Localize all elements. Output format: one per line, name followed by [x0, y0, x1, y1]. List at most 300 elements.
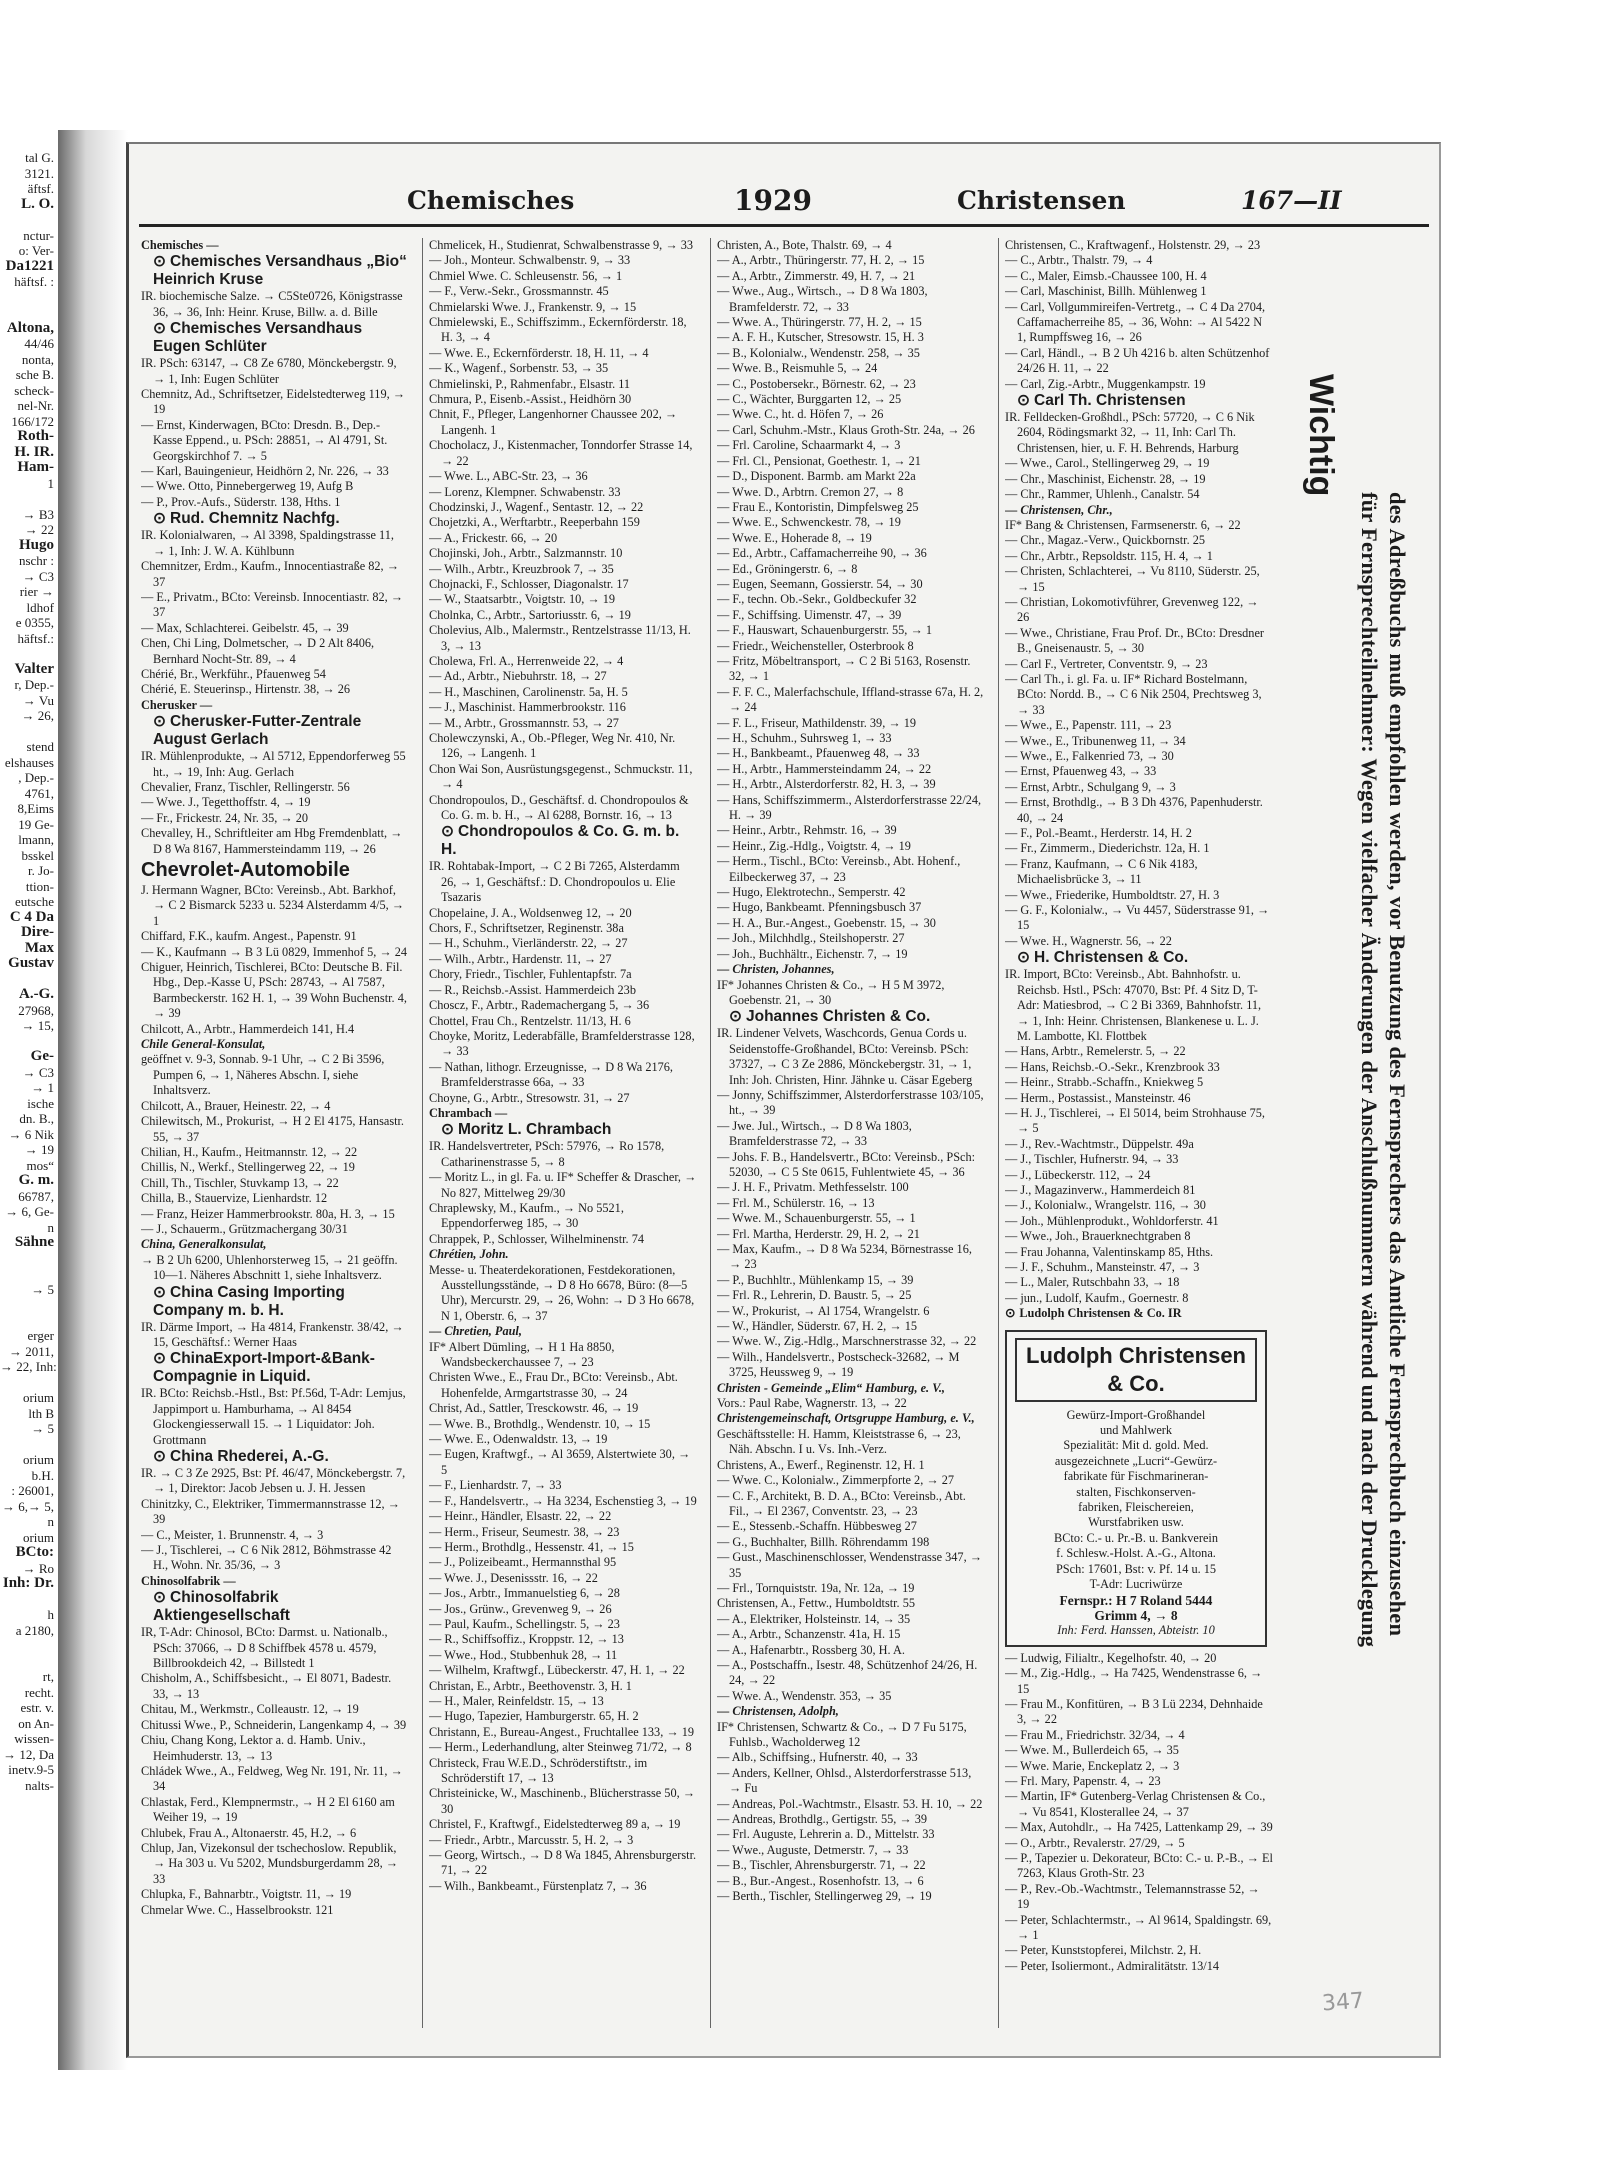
directory-entry: — O., Arbtr., Revalerstr. 27/29, → 5 [1005, 1835, 1185, 1850]
facing-page-line: r, Dep.- [14, 677, 54, 692]
directory-entry: — Heinr., Strabb.-Schaffn., Kniekweg 5 [1005, 1075, 1204, 1090]
column-3 [717, 238, 985, 2028]
directory-entry: — F., Lienhardstr. 7, → 33 [429, 1478, 562, 1493]
facing-page-line: → 26, [21, 708, 54, 723]
facing-page-line [0, 1266, 58, 1282]
advertisement-line: stalten, Fischkonserven- [1076, 1484, 1196, 1499]
directory-entry: Chérié, Br., Werkführ., Pfauenweg 54 [141, 666, 326, 681]
directory-entry: — A., Frickestr. 66, → 20 [429, 530, 558, 545]
facing-page-line: → 6, Ge- [5, 1204, 54, 1219]
facing-page-line: 1 [47, 475, 54, 491]
facing-page-line: eutsche [15, 894, 54, 909]
facing-page-line: → 5 [31, 1421, 54, 1436]
firm-heading: ⊙ Rud. Chemnitz Nachfg. [141, 510, 409, 528]
facing-page-line: → Ro [22, 1560, 54, 1576]
facing-page-line [0, 1375, 58, 1391]
facing-page-line: lth B [28, 1405, 54, 1421]
directory-entry: — M., Arbtr., Grossmannstr. 53, → 27 [429, 715, 619, 730]
directory-entry: — W., Staatsarbtr., Voigtstr. 10, → 19 [429, 592, 616, 607]
directory-entry: — Ludwig, Filialtr., Kegelhofstr. 40, → 20 [1005, 1650, 1217, 1665]
facing-page-line [0, 1297, 58, 1313]
directory-entry: Christensen, A., Fettw., Humboldtstr. 55 [717, 1596, 916, 1611]
advertisement-line: fabrikate für Fischmarineran- [1063, 1469, 1209, 1484]
firm-heading: ⊙ Chinosolfabrik Aktiengesellschaft [141, 1589, 409, 1625]
notice-title: Wichtig [1302, 374, 1340, 497]
directory-entry: Chlupka, F., Bahnarbtr., Voigtstr. 11, → 19 [141, 1887, 352, 1902]
directory-entry: — Eugen, Kraftwgf., → Al 3659, Alstertwiete 30, → 5 [429, 1447, 691, 1477]
directory-entry: IF* Johannes Christen & Co., → H 5 M 3972, Goebenstr. 21, → 30 [717, 977, 945, 1007]
directory-entry: Christen Wwe., E., Frau Dr., BCto: Vereinsb., Abt. Hohenfelde, Armgartstrasse 30, → 24 [429, 1370, 678, 1400]
facing-page-line [0, 972, 58, 988]
directory-entry: — Friedr., Arbtr., Marcusstr. 5, H. 2, → 3 [429, 1832, 634, 1847]
firm-heading: Chevrolet-Automobile [141, 859, 350, 881]
directory-entry: — A., Arbtr., Thüringerstr. 77, H. 2, → 15 [717, 253, 925, 268]
directory-entry: IR. Lindener Velvets, Waschcords, Genua Cords u. Seidenstoffe-Großhandel, BCto: Vereinsb. PSch: 37327, → C 3 Ze 2886, Mönckebergstr. 31, → 1, Inh: Joh. Christen, Hinr. Jähnke u. Cäsar Egeberg [717, 1026, 973, 1087]
directory-entry: — Wilh., Bankbeamt., Fürstenplatz 7, → 36 [429, 1878, 647, 1893]
firm-heading: — Christen, Johannes, [717, 962, 835, 977]
column-4 [1005, 238, 1273, 2028]
directory-entry: IR. Handelsvertreter, PSch: 57976, → Ro 1578, Catharinenstrasse 5, → 8 [429, 1139, 665, 1169]
directory-entry: — Jos., Grünw., Grevenweg 9, → 26 [429, 1601, 612, 1616]
directory-entry: Chill, Th., Tischler, Stuvkamp 13, → 22 [141, 1175, 339, 1190]
directory-entry: — Wwe. E., Schwenckestr. 78, → 19 [717, 515, 901, 530]
directory-entry: Chocholacz, J., Kistenmacher, Tonndorfer Strasse 14, → 22 [429, 438, 693, 468]
directory-entry: — J., Tischlerei, → C 6 Nik 2812, Böhmstrasse 42 H., Wohn. Nr. 35/36, → 3 [141, 1543, 392, 1573]
directory-entry: — E., Stessenb.-Schaffn. Hübbesweg 27 [717, 1519, 917, 1534]
directory-entry: — Frl., Tornquiststr. 19a, Nr. 12a, → 19 [717, 1580, 915, 1595]
directory-entry: Chondropoulos, D., Geschäftsf. d. Chondropoulos & Co. G. m. b. H., → Al 6288, Bornstr. 16, → 13 [429, 792, 689, 823]
directory-entry: — Wwe., Joh., Brauerknechtgraben 8 [1005, 1229, 1191, 1244]
facing-page-line: 44/46 [24, 336, 54, 351]
directory-entry: — A., Arbtr., Zimmerstr. 49, H. 7, → 21 [717, 268, 916, 283]
facing-page-line: L. O. [21, 195, 54, 212]
directory-entry: Chen, Chi Ling, Dolmetscher, → D 2 Alt 8406, Bernhard Nocht-Str. 89, → 4 [141, 636, 375, 666]
directory-entry: Chemnitz, Ad., Schriftsetzer, Eidelstedterweg 119, → 19 [141, 387, 406, 417]
directory-entry: Cholewczynski, A., Ob.-Pfleger, Weg Nr. 410, Nr. 126, → Langenh. 1 [429, 731, 676, 761]
firm-heading: ⊙ Chemisches Versandhaus „Bio“ Heinrich Kruse [141, 253, 409, 289]
directory-entry: Cherusker — [141, 697, 213, 712]
directory-entry: Chmielarski Wwe. J., Frankenstr. 9, → 15 [429, 299, 637, 314]
facing-page-line: → C3 [22, 1064, 54, 1080]
directory-entry: — Fr., Frickestr. 24, Nr. 35, → 20 [141, 810, 309, 825]
directory-entry: — B., Tischler, Ahrensburgerstr. 71, → 22 [717, 1858, 926, 1873]
directory-entry: — H., Schuhm., Suhrsweg 1, → 33 [717, 731, 892, 745]
directory-entry: — J. F., Schuhm., Mansteinstr. 47, → 3 [1005, 1260, 1200, 1274]
directory-entry: — A. F. H., Kutscher, Stresowstr. 15, H. 3 [717, 330, 924, 345]
directory-entry: — Peter, Isoliermont., Admiralitätstr. 13/14 [1005, 1958, 1219, 1973]
facing-page-line: → 6 Nik [8, 1126, 54, 1142]
facing-page-line: nonta, [21, 351, 54, 367]
directory-entry: IR. BCto: Reichsb.-Hstl., Bst: Pf.56d, T-Adr: Lemjus, Jappimport u. Hamburhama, → Al 8454 Glockengiesserwall 15. → 1 Liquidator: Joh. Grottmann [141, 1386, 406, 1447]
firm-heading: Christen - Gemeinde „Elim“ Hamburg, e. V., [717, 1380, 945, 1395]
facing-page-line: rt, [42, 1669, 54, 1684]
notice-line-1: für Fernsprechteilnehmer: Wegen vielfacher Änderungen der Anschlußnummern während und nach der Drucklegung [1357, 492, 1382, 1648]
directory-entry: — Frl. Cl., Pensionat, Goethestr. 1, → 21 [717, 453, 921, 468]
directory-entry: — H. A., Bur.-Angest., Goebenstr. 15, → 30 [717, 915, 936, 930]
directory-entry: Messe- u. Theaterdekorationen, Festdekorationen, Ausstellungsstände, → D 8 Ho 6678, Büro: (8—5 Uhr), Mercurstr. 29, → 26, Wohn: → D 3 Ho 6678, N 1, Oberstr. 6, → 37 [429, 1262, 695, 1323]
directory-entry: — F., Schiffsing. Uimenstr. 47, → 39 [717, 607, 902, 622]
advertisement-box [1005, 1330, 1267, 1647]
directory-entry: — Carl, Vollgummireifen-Vertretg., → C 4 Da 2704, Caffamacherreihe 85, → 36, Wohn: → Al 5422 N 1, Rumpffsweg 16, → 26 [1005, 299, 1266, 345]
directory-entry: — Paul, Kaufm., Schellingstr. 5, → 23 [429, 1616, 620, 1631]
facing-page-line: h [47, 1607, 54, 1622]
directory-entry: — D., Disponent. Barmb. am Markt 22a [717, 469, 916, 484]
directory-entry: — Herm., Brothdlg., Hessenstr. 41, → 15 [429, 1539, 634, 1554]
directory-entry: Chmielewski, E., Schiffszimm., Eckernförderstr. 18, H. 3, → 4 [429, 315, 687, 345]
directory-entry: Chmiel Wwe. C. Schleusenstr. 56, → 1 [429, 268, 623, 283]
directory-entry: — Chr., Arbtr., Repsoldstr. 115, H. 4, → 1 [1005, 548, 1213, 563]
directory-entry: Chevalley, H., Schriftleiter am Hbg Fremdenblatt, → D 8 Wa 8167, Hammersteindamm 119, → 26 [141, 826, 403, 856]
facing-page-line: 4761, [24, 785, 54, 801]
firm-heading: China, Generalkonsulat, [141, 1237, 267, 1252]
directory-entry: — Wwe. Marie, Enckeplatz 2, → 3 [1005, 1758, 1180, 1773]
directory-entry: — C., Meister, 1. Brunnenstr. 4, → 3 [141, 1527, 324, 1542]
directory-entry: — Wwe. D., Arbtrn. Cremon 27, → 8 [717, 484, 904, 499]
directory-entry: — Wwe. C., Kolonialw., Zimmerpforte 2, → 27 [717, 1473, 955, 1488]
advertisement-line: Spezialität: Mit d. gold. Med. [1063, 1438, 1209, 1453]
directory-entry: — Frau E., Kontoristin, Dimpfelsweg 25 [717, 499, 919, 514]
directory-entry: — Peter, Kunststopferei, Milchstr. 2, H. [1005, 1943, 1202, 1958]
facing-page-line [0, 646, 58, 662]
directory-entry: — Heinr., Zig.-Hdlg., Voigtstr. 4, → 19 [717, 838, 911, 853]
directory-entry: — E., Privatm., BCto: Vereinsb. Innocentiastr. 82, → 37 [141, 589, 404, 620]
directory-entry: — Wwe. M., Bullerdeich 65, → 35 [1005, 1743, 1179, 1758]
facing-page-line: ttion- [25, 878, 54, 894]
directory-entry: Chnit, F., Pfleger, Langenhorner Chaussee 202, → Langenh. 1 [429, 407, 678, 437]
directory-entry: — Ernst, Brothdlg., → B 3 Dh 4376, Papenhuderstr. 40, → 24 [1005, 795, 1263, 825]
directory-entry: — Ed., Gröningerstr. 6, → 8 [717, 561, 858, 576]
directory-entry: — Heinr., Händler, Elsastr. 22, → 22 [429, 1509, 612, 1524]
directory-entry: — H., Maler, Reinfeldstr. 15, → 13 [429, 1693, 604, 1708]
book-gutter [58, 130, 128, 2070]
directory-entry: → B 2 Uh 6200, Uhlenhorsterweg 15, → 21 geöffn. 10—1. Näheres Abschnitt 1, siehe Inhaltsverz. [141, 1252, 398, 1283]
directory-entry: — Wwe., Auguste, Detmerstr. 7, → 33 [717, 1842, 909, 1857]
directory-entry: — Eugen, Seemann, Gossierstr. 54, → 30 [717, 576, 923, 591]
directory-entry: — Wwe. B., Brothdlg., Wendenstr. 10, → 15 [429, 1416, 651, 1431]
directory-entry: IR, T-Adr: Chinosol, BCto: Darmst. u. Nationalb., PSch: 37066, → D 8 Schiffbek 4578 u. 4579, Billbrookdeich 42, → Billstedt 1 [141, 1625, 388, 1671]
facing-page-line: Sähne [14, 1234, 54, 1250]
facing-page-line: dn. B., [19, 1111, 54, 1126]
directory-entry: — Frl. Mary, Papenstr. 4, → 23 [1005, 1773, 1161, 1788]
advertisement-line: Grimm 4, → 8 [1094, 1607, 1178, 1623]
header-left-keyword: Chemisches [407, 186, 575, 215]
facing-page-line: Gustav [8, 955, 54, 971]
directory-entry: — Hans, Reichsb.-O.-Sekr., Krenzbrook 33 [1005, 1059, 1220, 1074]
directory-entry: — A., Hafenarbtr., Rossberg 30, H. A. [717, 1642, 905, 1657]
pencil-page-mark: 347 [1321, 1988, 1365, 2017]
directory-entry: Choyne, G., Arbtr., Stresowstr. 31, → 27 [429, 1090, 630, 1105]
directory-entry: — Carl, Maschinist, Billh. Mühlenweg 1 [1005, 284, 1207, 299]
running-header [129, 186, 1389, 220]
facing-page-line: Altona, [6, 319, 54, 336]
directory-entry: Christens, A., Ewerf., Reginenstr. 12, H. 1 [717, 1457, 925, 1472]
advertisement-line: Wurstfabriken usw. [1088, 1515, 1184, 1530]
directory-entry: — Ad., Arbtr., Niebuhrstr. 18, → 27 [429, 669, 607, 684]
facing-page-line: , Dep.- [18, 770, 54, 785]
facing-page-line [0, 1638, 58, 1654]
directory-entry: — Berth., Tischler, Stellingerweg 29, → 19 [717, 1889, 932, 1904]
directory-entry: — Wwe. L., ABC-Str. 23, → 36 [429, 469, 588, 484]
directory-entry: — Jwe. Jul., Wirtsch., → D 8 Wa 1803, Bramfelderstrasse 72, → 33 [717, 1118, 912, 1149]
directory-entry: — P., Rev.-Ob.-Wachtmstr., Telemannstrasse 52, → 19 [1005, 1881, 1260, 1912]
directory-entry: — C., Arbtr., Thalstr. 79, → 4 [1005, 253, 1153, 268]
directory-entry: Chitau, M., Werkmstr., Colleaustr. 12, → 19 [141, 1702, 359, 1717]
facing-page-line: BCto: [15, 1544, 54, 1560]
header-right-keyword: Christensen [957, 186, 1126, 215]
directory-entry: Chemisches — [141, 238, 219, 252]
directory-entry: IF* Christensen, Schwartz & Co., → D 7 Fu 5175, Fuhlsb., Wacholderweg 12 [717, 1719, 967, 1749]
facing-page-line: sche B. [15, 367, 54, 382]
directory-entry: IR. Felldecken-Großhdl., PSch: 57720, → C 6 Nik 2604, Rödingsmarkt 32, → 11, Inh: Carl Th. Christensen, hier, u. F. H. Behrends, Harburg [1005, 410, 1255, 455]
directory-entry: — Herm., Lederhandlung, alter Steinweg 71/72, → 8 [429, 1740, 692, 1755]
directory-entry: IF* Bang & Christensen, Farmsenerstr. 6, → 22 [1005, 517, 1241, 532]
facing-page-line: orium [22, 1390, 54, 1405]
directory-entry: IF* Albert Dümling, → H 1 Ha 8850, Wandsbeckerchaussee 7, → 23 [429, 1339, 615, 1370]
directory-entry: — jun., Ludolf, Kaufm., Goernestr. 8 [1005, 1290, 1189, 1305]
directory-entry: — Wwe., E., Tribunenweg 11, → 34 [1005, 733, 1186, 748]
directory-entry: Chilla, B., Stauervize, Lienhardstr. 12 [141, 1191, 328, 1206]
column-2 [429, 238, 697, 2028]
directory-entry: — Christen, Schlachterei, → Vu 8110, Süderstr. 25, → 15 [1005, 564, 1260, 594]
facing-page-line: → 19 [24, 1142, 54, 1157]
directory-entry: — Joh., Monteur. Schwalbenstr. 9, → 33 [429, 253, 631, 268]
directory-entry: — Ernst, Pfauenweg 43, → 33 [1005, 764, 1157, 779]
directory-entry: — A., Arbtr., Schanzenstr. 41a, H. 15 [717, 1627, 901, 1642]
directory-entry: Chevalier, Franz, Tischler, Rellingerstr. 56 [141, 779, 350, 794]
column-divider [422, 238, 423, 2028]
directory-entry: — Carl, Händl., → B 2 Uh 4216 b. alten Schützenhof 24/26 H. 11, → 22 [1005, 345, 1270, 376]
directory-entry: — J., Tischler, Hufnerstr. 94, → 33 [1005, 1152, 1179, 1167]
directory-entry: — Jos., Arbtr., Immanuelstieg 6, → 28 [429, 1586, 620, 1601]
directory-entry: — Christian, Lokomotivführer, Grevenweg 122, → 26 [1005, 594, 1259, 625]
facing-page-line [0, 1592, 58, 1608]
directory-entry: — Heinr., Arbtr., Rehmstr. 16, → 39 [717, 823, 897, 838]
directory-entry: Christensen, C., Kraftwagenf., Holstenstr. 29, → 23 [1005, 238, 1261, 252]
directory-entry: — Frl. Martha, Herderstr. 29, H. 2, → 21 [717, 1226, 920, 1241]
directory-entry: — Wwe., Carol., Stellingerweg 29, → 19 [1005, 456, 1210, 471]
directory-entry: Chilian, H., Kaufm., Heitmannstr. 12, → 22 [141, 1144, 358, 1159]
facing-page-line: inetv.9-5 [8, 1762, 54, 1777]
directory-entry: — Hugo, Elektrotechn., Semperstr. 42 [717, 885, 906, 900]
facing-page-edge [0, 150, 61, 2050]
directory-entry: — G. F., Kolonialw., → Vu 4457, Süderstrasse 91, → 15 [1005, 903, 1270, 933]
directory-entry: IR. Mühlenprodukte, → Al 5712, Eppendorferweg 55 ht., → 19, Inh: Aug. Gerlach [141, 749, 406, 779]
facing-page-line [0, 724, 58, 740]
directory-entry: Chilewitsch, M., Prokurist, → H 2 El 4175, Hansastr. 55, → 37 [141, 1114, 405, 1144]
directory-entry: Christann, E., Bureau-Angest., Fruchtallee 133, → 19 [429, 1724, 695, 1739]
facing-page-line [0, 1251, 58, 1267]
directory-entry: — Friedr., Weichensteller, Osterbrook 8 [717, 638, 914, 653]
directory-entry: — W., Händler, Süderstr. 67, H. 2, → 15 [717, 1319, 918, 1334]
directory-entry: — W., Prokurist, → Al 1754, Wrangelstr. 6 [717, 1303, 930, 1318]
firm-heading: ⊙ Cherusker-Futter-Zentrale August Gerlach [141, 713, 409, 749]
directory-entry: IR. biochemische Salze. → C5Ste0726, Königstrasse 36, → 36, Inh: Heinr. Kruse, Billw. a. d. Bille [141, 289, 403, 319]
directory-entry: — P., Tapezier u. Dekorateur, BCto: C.- u. P.-B., → El 7263, Klaus Groth-Str. 23 [1005, 1851, 1273, 1881]
advertisement-line: Gewürz-Import-Großhandel [1066, 1407, 1206, 1422]
facing-page-line: nalts- [25, 1777, 54, 1793]
facing-page-line: → 1 [31, 1080, 54, 1095]
directory-entry: — F. L., Friseur, Mathildenstr. 39, → 19 [717, 715, 917, 730]
facing-page-line: e 0355, [15, 615, 54, 630]
directory-entry: Chinosolfabrik — [141, 1573, 236, 1588]
directory-entry: — J., Maschinist. Hammerbrookstr. 116 [429, 700, 626, 715]
firm-heading: — Chretien, Paul, [429, 1324, 522, 1339]
directory-entry: Chilcott, A., Arbtr., Hammerdeich 141, H.4 [141, 1021, 355, 1036]
directory-entry: Chojetzki, A., Werftarbtr., Reeperbahn 159 [429, 515, 640, 530]
facing-page-line: Ham- [17, 459, 54, 475]
directory-entry: — Wwe., Aug., Wirtsch., → D 8 Wa 1803, Bramfelderstr. 72, → 33 [717, 284, 928, 314]
directory-entry: — Wwe. E., Eckernförderstr. 18, H. 11, → 4 [429, 345, 649, 360]
facing-page-line: → 15, [21, 1018, 54, 1033]
directory-entry: Christeck, Frau W.E.D., Schröderstiftstr., im Schröderstift 17, → 13 [429, 1755, 648, 1785]
directory-entry: Chilcott, A., Brauer, Heinestr. 22, → 4 [141, 1098, 331, 1113]
directory-entry: — Frl. R., Lehrerin, D. Baustr. 5, → 25 [717, 1288, 912, 1303]
notice-line-2: des Adreßbuchs muß empfohlen werden, vor Benutzung des Fernsprechers das Amtliche Fernsprechbuch einzusehen [1385, 492, 1410, 1637]
directory-entry: — Anders, Kellner, Ohlsd., Alsterdorferstrasse 513, → Fu [717, 1765, 972, 1796]
directory-entry: — Wwe., Christiane, Frau Prof. Dr., BCto: Dresdner B., Gneisenaustr. 5, → 30 [1005, 625, 1264, 656]
facing-page-line [0, 305, 58, 321]
directory-entry: — Wwe. J., Tegetthoffstr. 4, → 19 [141, 795, 311, 810]
directory-entry: — Carl, Zig.-Arbtr., Muggenkampstr. 19 [1005, 376, 1206, 391]
facing-page-line: wissen- [14, 1731, 54, 1746]
directory-entry: — Wwe. H., Wagnerstr. 56, → 22 [1005, 933, 1172, 948]
directory-entry: — Wilh., Arbtr., Kreuzbrook 7, → 35 [429, 561, 614, 576]
directory-entry: Chojnacki, F., Schlosser, Diagonalstr. 17 [429, 576, 629, 591]
facing-page-line: recht. [24, 1684, 54, 1700]
directory-entry: Chojinski, Joh., Arbtr., Salzmannstr. 10 [429, 546, 623, 561]
directory-entry: — M., Zig.-Hdlg., → Ha 7425, Wendenstrasse 6, → 15 [1005, 1666, 1263, 1696]
directory-entry: — Wwe., Friederike, Humboldtstr. 27, H. 3 [1005, 887, 1220, 902]
firm-heading: — Christensen, Chr., [1005, 502, 1113, 517]
directory-entry: — Joh., Buchhältr., Eichenstr. 7, → 19 [717, 946, 908, 961]
facing-page-line: stend [26, 739, 54, 754]
directory-entry: — K., Kaufmann → B 3 Lü 0829, Immenhof 5, → 24 [141, 944, 408, 959]
directory-entry: — Fr., Zimmerm., Diederichstr. 12a, H. 1 [1005, 841, 1210, 856]
directory-entry: — J., Magazinverw., Hammerdeich 81 [1005, 1182, 1196, 1197]
facing-page-line: → Vu [22, 692, 54, 708]
facing-page-line [0, 212, 58, 228]
facing-page-line: C 4 Da [9, 908, 54, 925]
directory-entry: Chlubek, Frau A., Altonaerstr. 45, H.2, → 6 [141, 1825, 357, 1840]
directory-entry: — H., Arbtr., Hammersteindamm 24, → 22 [717, 761, 932, 776]
directory-entry: — Wwe. E., Hoherade 8, → 19 [717, 530, 872, 545]
column-divider [710, 238, 711, 2028]
directory-entry: Chmielinski, P., Rahmenfabr., Elsastr. 11 [429, 376, 631, 391]
directory-entry: — Frau M., Friedrichstr. 32/34, → 4 [1005, 1727, 1185, 1742]
directory-entry: — Alb., Schiffsing., Hufnerstr. 40, → 33 [717, 1750, 918, 1765]
directory-entry: — Wilh., Handelsvertr., Postscheck-32682, → M 3725, Heussweg 9, → 19 [717, 1349, 960, 1380]
header-rule [139, 224, 1429, 227]
firm-heading: ⊙ H. Christensen & Co. [1005, 949, 1273, 967]
directory-entry: — Wwe. A., Thüringerstr. 77, H. 2, → 15 [717, 315, 922, 330]
directory-entry: Christeinicke, W., Maschinenb., Blücherstrasse 50, → 30 [429, 1786, 696, 1816]
directory-entry: — F., Hauswart, Schauenburgerstr. 55, → 1 [717, 623, 932, 638]
directory-entry: — A., Elektriker, Holsteinstr. 14, → 35 [717, 1611, 911, 1626]
directory-entry: Chiguer, Heinrich, Tischlerei, BCto: Deutsche B. Fil. Hbg., Dep.-Kasse U, PSch: 28743, → Al 7587, Barmbeckerstr. 162 H. 1, → 39 Wohn Buchenstr. 4, → 39 [141, 960, 407, 1021]
directory-entry: — J., Polizeibeamt., Hermannsthal 95 [429, 1555, 617, 1570]
directory-entry: Chon Wai Son, Ausrüstungsgegenst., Schmuckstr. 11, → 4 [429, 761, 693, 792]
directory-entry: — Karl, Bauingenieur, Heidhörn 2, Nr. 226, → 33 [141, 464, 389, 479]
facing-page-line [0, 1654, 58, 1670]
directory-entry: — Chr., Magaz.-Verw., Quickbornstr. 25 [1005, 533, 1206, 548]
directory-entry: — Carl Th., i. gl. Fa. u. IF* Richard Bostelmann, BCto: Nordd. B., → C 6 Nik 2504, Prechtsweg 3, → 33 [1005, 671, 1262, 717]
advertisement-line: PSch: 17601, Bst: v. Pf. 14 u. 15 [1055, 1561, 1217, 1576]
directory-entry: — Nathan, lithogr. Erzeugnisse, → D 8 Wa 2176, Bramfelderstrasse 66a, → 33 [429, 1059, 673, 1090]
directory-entry: IR. Därme Import, → Ha 4814, Frankenstr. 38/42, → 15, Geschäftsf.: Werner Haas [141, 1319, 404, 1349]
facing-page-line: orium [22, 1452, 54, 1467]
directory-entry: IR. Kolonialwaren, → Al 3398, Spaldingstrasse 11, → 1, Inh: J. W. A. Kühlbunn [141, 528, 394, 558]
facing-page-line: Max [24, 939, 54, 956]
directory-entry: — Joh., Milchhdlg., Steilshoperstr. 27 [717, 931, 905, 946]
directory-entry: geöffnet v. 9-3, Sonnab. 9-1 Uhr, → C 2 Bi 3596, Pumpen 6, → 1, Näheres Abschn. I, siehe Inhaltsverz. [141, 1052, 385, 1098]
facing-page-line: rier → [19, 584, 54, 599]
directory-entry: — Ernst, Kinderwagen, BCto: Dresdn. B., Dep.-Kasse Eppend., u. PSch: 28851, → Al 4791, St. Georgskirchhof 7. → 5 [141, 417, 388, 463]
facing-page-line: Dire- [20, 924, 54, 940]
directory-entry: — Frl. Caroline, Schaarmarkt 4, → 3 [717, 438, 901, 453]
facing-page-line: nctur- [23, 227, 54, 243]
facing-page-line: estr. v. [20, 1700, 54, 1715]
directory-entry: — Max, Schlachterei. Geibelstr. 45, → 39 [141, 620, 349, 635]
facing-page-line: G. m. [18, 1172, 54, 1188]
firm-heading: ⊙ China Casing Importing Company m. b. H. [141, 1284, 409, 1320]
directory-entry: Cholevius, Alb., Malermstr., Rentzelstrasse 11/13, H. 3, → 13 [429, 623, 691, 653]
facing-page-line: 27968, [18, 1002, 54, 1018]
directory-entry: — Martin, IF* Gutenberg-Verlag Christensen & Co., → Vu 8541, Klosterallee 24, → 37 [1005, 1789, 1266, 1819]
directory-entry: — L., Maler, Rutschbahn 33, → 18 [1005, 1275, 1180, 1290]
firm-heading: ⊙ Carl Th. Christensen [1005, 392, 1273, 410]
column-1 [141, 238, 409, 2028]
facing-page-line: äftsf. [27, 181, 54, 196]
facing-page-line: tal G. [25, 150, 54, 165]
directory-entry: — F., Handelsvertr., → Ha 3234, Eschenstieg 3, → 19 [429, 1493, 697, 1508]
directory-entry: — Herm., Tischl., BCto: Vereinsb., Abt. Hohenf., Eilbeckerweg 37, → 23 [717, 854, 961, 884]
directory-entry: Chory, Friedr., Tischler, Fuhlentapfstr. 7a [429, 967, 632, 982]
facing-page-line: → B3 [22, 506, 54, 522]
directory-entry: — Ed., Arbtr., Caffamacherreihe 90, → 36 [717, 546, 927, 561]
directory-entry: Choyke, Moritz, Lederabfälle, Bramfelderstrasse 128, → 33 [429, 1028, 695, 1059]
directory-entry: Vors.: Paul Rabe, Wagnerstr. 13, → 22 [717, 1396, 907, 1411]
directory-entry: Chillis, N., Werkf., Stellingerweg 22, → 19 [141, 1160, 355, 1175]
advertisement-line: und Mahlwerk [1099, 1423, 1173, 1438]
directory-entry: — Hugo, Bankbeamt. Pfenningsbusch 37 [717, 900, 922, 915]
directory-entry: — Andreas, Brothdlg., Gertigstr. 55, → 39 [717, 1812, 928, 1827]
facing-page-line [0, 491, 58, 507]
facing-page-line: → 22 [24, 522, 54, 537]
directory-entry: — F., Verw.-Sekr., Grossmannstr. 45 [429, 284, 609, 299]
firm-heading: Christengemeinschaft, Ortsgruppe Hamburg, e. V., [717, 1411, 975, 1426]
directory-entry: Christel, F., Kraftwgf., Eidelstedterweg 89 a, → 19 [429, 1817, 681, 1832]
directory-entry: Chmelicek, H., Studienrat, Schwalbenstrasse 9, → 33 [429, 238, 693, 252]
directory-entry: — Fritz, Möbeltransport, → C 2 Bi 5163, Rosenstr. 32, → 1 [717, 653, 971, 684]
advertisement-line: f. Schlesw.-Holst. A.-G., Altona. [1056, 1546, 1216, 1561]
directory-entry: — J., Schauerm., Grützmachergang 30/31 [141, 1221, 348, 1236]
facing-page-line: Ge- [30, 1048, 54, 1064]
directory-entry: Chitussi Wwe., P., Schneiderin, Langenkamp 4, → 39 [141, 1717, 407, 1732]
directory-entry: Chmelar Wwe. C., Hasselbrookstr. 121 [141, 1902, 334, 1917]
directory-entry: Christ, Ad., Sattler, Tresckowstr. 46, → 19 [429, 1401, 639, 1416]
directory-entry: — Chr., Rammer, Uhlenh., Canalstr. 54 [1005, 487, 1200, 502]
directory-entry: — Andreas, Pol.-Wachtmstr., Elsastr. 53. H. 10, → 22 [717, 1796, 983, 1811]
directory-entry: — G., Buchhalter, Billh. Röhrendamm 198 [717, 1534, 930, 1549]
directory-entry: — H., Schuhm., Vierländerstr. 22, → 27 [429, 936, 628, 951]
directory-entry: — Carl F., Vertreter, Conventstr. 9, → 23 [1005, 656, 1208, 671]
facing-page-line [0, 1313, 58, 1329]
facing-page-line: ische [27, 1095, 54, 1111]
directory-entry: — H. J., Tischlerei, → El 5014, beim Strohhause 75, → 5 [1005, 1105, 1265, 1136]
directory-entry: — Johs. F. B., Handelsvertr., BCto: Vereinsb., PSch: 52030, → C 5 Ste 0615, Fuhlentwiete 45, → 36 [717, 1149, 976, 1179]
directory-entry: IR. Rohtabak-Import, → C 2 Bi 7265, Alsterdamm 26, → 1, Geschäftsf.: D. Chondropoulos u. Elie Tsazaris [429, 859, 680, 905]
directory-entry: Christan, E., Arbtr., Beethovenstr. 3, H. 1 [429, 1678, 632, 1693]
